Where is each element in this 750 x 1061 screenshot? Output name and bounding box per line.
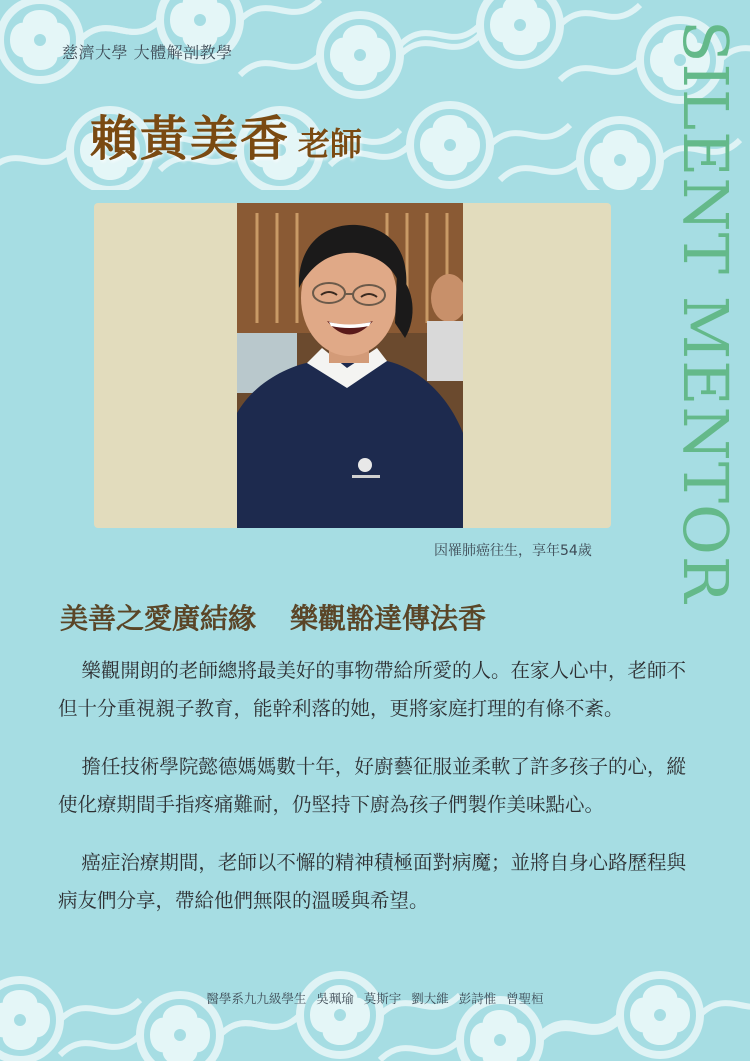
biography-paragraph: 擔任技術學院懿德媽媽數十年，好廚藝征服並柔軟了許多孩子的心，縱使化療期間手指疼痛難耐，仍堅持下廚為孩子們製作美味點心。 (58, 755, 686, 816)
biography-text (58, 652, 686, 940)
biography-paragraph: 癌症治療期間，老師以不懈的精神積極面對病魔；並將自身心路歷程與病友們分享，帶給他們無限的溫暖與希望。 (58, 851, 686, 912)
page-title (90, 100, 362, 169)
subtitle-right: 樂觀豁達傳法香 (290, 602, 487, 635)
author-credits: 醫學系九九級學生 吳珮瑜 莫斯宇 劉大維 彭詩惟 曾聖桓 (206, 991, 544, 1006)
section-subtitle (60, 597, 486, 637)
subtitle-left: 美善之愛廣結緣 (60, 602, 257, 635)
photo-frame (94, 203, 611, 528)
mentor-name: 賴黃美香 (90, 111, 291, 167)
biography-paragraph: 樂觀開朗的老師總將最美好的事物帶給所愛的人。在家人心中，老師不但十分重視親子教育，能幹利落的她，更將家庭打理的有條不紊。 (58, 659, 686, 720)
decorative-pattern-bottom (0, 965, 750, 1061)
mentor-honorific: 老師 (298, 125, 363, 163)
side-banner-text: SILENT MENTOR (669, 20, 742, 604)
mentor-photo (237, 203, 463, 528)
photo-caption: 因罹肺癌往生，享年54歲 (434, 543, 592, 559)
header-organization: 慈濟大學 大體解剖教學 (62, 43, 233, 62)
